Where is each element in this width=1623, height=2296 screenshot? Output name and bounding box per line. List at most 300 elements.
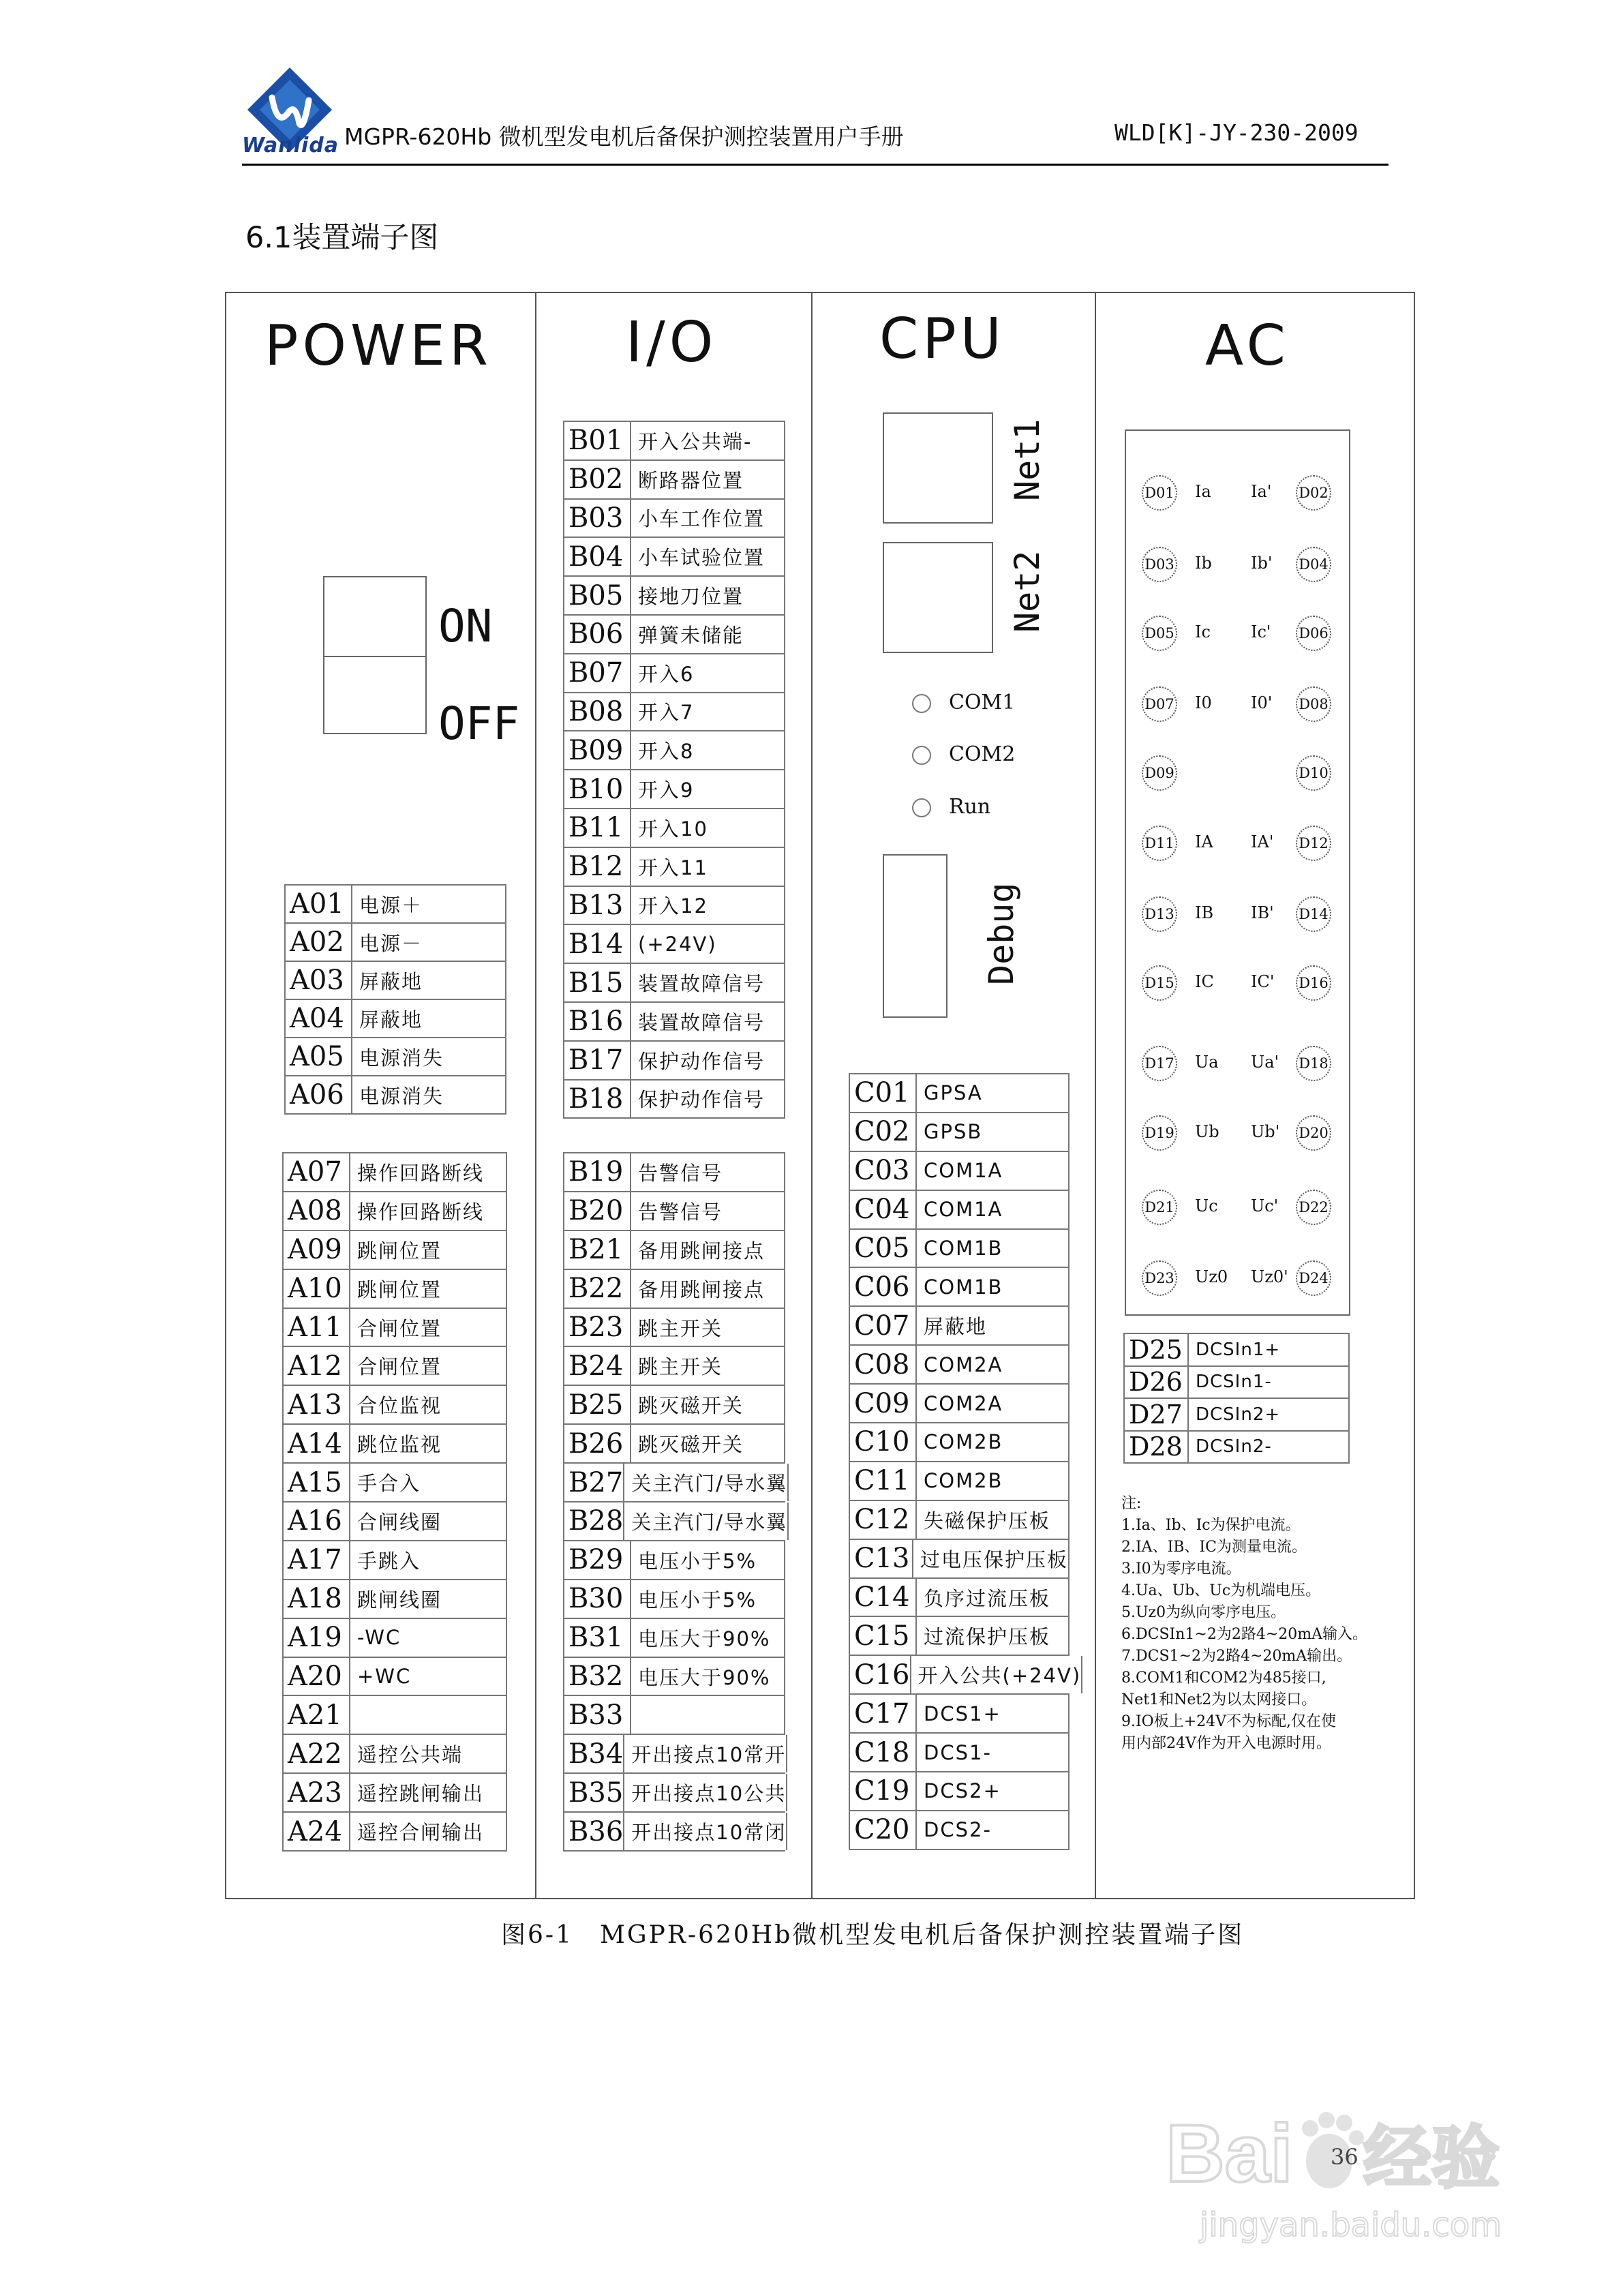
terminal-label: -WC [350,1619,507,1657]
terminal-row [564,1502,788,1541]
note-line: 7.DCS1~2为2路4~20mA输出。 [1121,1648,1352,1665]
terminal-row [850,1268,1070,1307]
power-terminal-block-2 [282,1152,507,1852]
ac-terminal[interactable]: D20 [1296,1115,1331,1151]
terminal-label: 遥控跳闸输出 [350,1774,507,1811]
terminal-row [564,1081,785,1119]
terminal-code: B29 [564,1541,631,1579]
terminal-row [850,1152,1070,1191]
ac-terminal[interactable]: D05 [1142,616,1177,651]
terminal-row [284,1386,507,1425]
terminal-label: 跳闸线圈 [350,1580,507,1618]
terminal-label: 保护动作信号 [631,1081,785,1118]
terminal-label: +WC [350,1658,507,1695]
terminal-label: 电源消失 [352,1076,506,1113]
note-line: Net1和Net2为以太网接口。 [1121,1691,1317,1708]
terminal-code: B32 [564,1658,631,1695]
terminal-code: C02 [850,1113,917,1151]
ac-terminal[interactable]: D18 [1296,1046,1331,1081]
io-terminal-block-1 [563,421,785,1119]
terminal-row [1125,1334,1350,1367]
terminal-label: 电压大于90% [631,1619,785,1657]
ac-signal-label: Ic' [1251,622,1271,642]
terminal-row [850,1113,1070,1152]
terminal-label: 开入8 [631,731,785,769]
terminal-row [850,1385,1070,1423]
terminal-row [564,654,785,693]
terminal-label: 屏蔽地 [352,1000,506,1037]
terminal-code: B06 [564,616,631,653]
terminal-code: B15 [564,964,631,1001]
terminal-row [284,1580,507,1619]
terminal-code: B05 [564,577,631,614]
terminal-code: B01 [564,422,631,459]
ac-terminal[interactable]: D15 [1142,965,1177,1001]
terminal-code: B10 [564,770,631,808]
page-number: 36 [1331,2144,1359,2170]
note-line: 3.I0为零序电流。 [1121,1560,1241,1577]
cpu-terminal-block [849,1073,1082,1850]
terminal-code: C04 [850,1191,917,1228]
ac-signal-label: IA' [1251,832,1274,852]
ac-terminal[interactable]: D06 [1296,616,1331,651]
ac-terminal[interactable]: D17 [1142,1046,1177,1081]
terminal-row [564,1153,785,1192]
terminal-label: 小车试验位置 [631,538,785,575]
terminal-label: 电压小于5% [631,1580,785,1618]
terminal-row [564,887,785,926]
ac-signal-label: I0' [1251,693,1273,712]
terminal-code: C09 [850,1385,917,1422]
terminal-code: B20 [564,1192,631,1230]
terminal-row [564,1192,785,1231]
terminal-code: C20 [850,1811,917,1849]
terminal-code: A18 [284,1580,350,1618]
terminal-code: A22 [284,1735,350,1772]
terminal-row [284,1813,507,1852]
terminal-code: A16 [284,1502,350,1540]
terminal-row [284,1774,507,1813]
terminal-code: B35 [564,1774,624,1811]
ac-terminal[interactable]: D24 [1296,1260,1331,1296]
terminal-code: A15 [284,1464,350,1501]
ac-signal-label: Ub [1195,1121,1219,1141]
run-led-icon [912,798,931,817]
ac-terminal[interactable]: D02 [1296,475,1331,511]
terminal-row [850,1656,1082,1695]
terminal-code: C12 [850,1501,917,1539]
terminal-code: B19 [564,1153,631,1191]
terminal-code: C10 [850,1423,917,1461]
terminal-row [564,461,785,500]
terminal-code: B09 [564,731,631,769]
ac-terminal[interactable]: D14 [1296,896,1331,932]
terminal-code: A17 [284,1541,350,1579]
notes-list [1121,1515,1408,1755]
column-divider [811,292,813,1899]
terminal-label: 跳主开关 [631,1347,785,1385]
terminal-label: 开出接点10常闭 [624,1813,787,1850]
note-line: 1.Ia、Ib、Ic为保护电流。 [1121,1517,1301,1534]
terminal-code: B23 [564,1309,631,1346]
terminal-row [564,1270,785,1309]
ac-terminal[interactable]: D07 [1142,686,1177,722]
terminal-code: A05 [286,1038,352,1075]
terminal-row [850,1579,1070,1618]
terminal-row [564,809,785,848]
terminal-label: 备用跳闸接点 [631,1231,785,1269]
io-panel-title: I/O [626,310,718,375]
terminal-code: C11 [850,1462,917,1500]
notes-title: 注: [1121,1495,1142,1512]
terminal-label: DCSIn1- [1189,1367,1350,1398]
terminal-label [631,1696,785,1734]
terminal-label: 关主汽门/导水翼 [624,1464,789,1501]
ac-signal-label: IC' [1251,972,1275,992]
terminal-label: 开入公共(+24V) [911,1656,1083,1693]
terminal-code: A07 [284,1153,350,1191]
terminal-label: 合位监视 [350,1386,507,1423]
terminal-label: 电源消失 [352,1038,506,1075]
terminal-row [564,848,785,887]
terminal-code: C15 [850,1617,917,1655]
terminal-label: 保护动作信号 [631,1042,785,1079]
ac-terminal[interactable]: D21 [1142,1190,1177,1225]
ac-signal-label: Ib' [1251,554,1273,573]
terminal-row [850,1074,1070,1113]
terminal-code: C17 [850,1695,917,1732]
terminal-row [284,1735,507,1774]
terminal-label: 操作回路断线 [350,1192,507,1230]
com1-led-icon [912,694,931,713]
terminal-label: 跳闸位置 [350,1231,507,1269]
terminal-code: A20 [284,1658,350,1695]
terminal-label: 开入6 [631,654,785,692]
terminal-row [286,1000,506,1038]
terminal-code: B18 [564,1081,631,1118]
note-line: 6.DCSIn1~2为2路4~20mA输入。 [1121,1626,1367,1643]
terminal-row [284,1464,507,1502]
terminal-label: 开入7 [631,693,785,731]
ac-terminal[interactable]: D13 [1142,896,1177,932]
terminal-row [564,1231,785,1270]
terminal-row [850,1462,1070,1501]
terminal-label: 过电压保护压板 [913,1540,1070,1577]
terminal-label: 手合入 [350,1464,507,1501]
net2-label: Net2 [1007,550,1047,633]
terminal-code: C16 [850,1656,911,1693]
ac-signal-label: Ua [1195,1053,1219,1072]
run-led-label: Run [949,795,991,819]
terminal-row [850,1617,1070,1656]
ac-panel-title: AC [1205,314,1290,378]
terminal-code: B07 [564,654,631,692]
document-title: MGPR-620Hb 微机型发电机后备保护测控装置用户手册 [344,123,904,150]
terminal-code: B28 [564,1502,624,1540]
terminal-label: COM2A [917,1346,1070,1383]
ac-terminal[interactable]: D11 [1142,826,1177,861]
com1-led-label: COM1 [949,691,1016,714]
terminal-label: (+24V) [631,925,785,963]
terminal-code: C03 [850,1152,917,1190]
terminal-label: 开入10 [631,809,785,847]
terminal-label: 操作回路断线 [350,1153,507,1191]
terminal-code: D26 [1125,1367,1189,1398]
terminal-code: C01 [850,1074,917,1112]
terminal-code: B12 [564,848,631,886]
terminal-label: 电源－ [352,924,506,961]
terminal-row [286,1076,506,1115]
terminal-row [564,1580,785,1619]
terminal-code: A19 [284,1619,350,1657]
terminal-code: B22 [564,1270,631,1308]
terminal-label: DCS2- [917,1811,1070,1849]
ac-terminal[interactable]: D22 [1296,1190,1331,1225]
terminal-row [1125,1367,1350,1400]
terminal-row [850,1695,1070,1734]
terminal-code: B21 [564,1231,631,1269]
terminal-label: 关主汽门/导水翼 [624,1502,789,1540]
terminal-row [1125,1399,1350,1432]
terminal-code: B03 [564,500,631,537]
column-divider [1095,292,1096,1899]
power-terminal-block-1 [284,884,506,1115]
terminal-label: COM1B [917,1230,1070,1267]
terminal-row [850,1540,1070,1579]
ac-signal-label: Uz0 [1195,1267,1228,1286]
terminal-label: GPSB [917,1113,1070,1151]
terminal-code: B25 [564,1386,631,1423]
terminal-code: C05 [850,1230,917,1267]
debug-port[interactable] [883,854,947,1018]
terminal-code: B36 [564,1813,624,1850]
terminal-label: 电源＋ [352,886,506,922]
terminal-row [564,538,785,577]
column-divider [535,292,536,1899]
terminal-code: B34 [564,1735,624,1772]
terminal-row [284,1270,507,1309]
logo-text: Wanlida [242,134,339,157]
terminal-label: 小车工作位置 [631,500,785,537]
terminal-label: 断路器位置 [631,461,785,498]
terminal-row [564,1696,785,1735]
debug-label: Debug [982,882,1021,985]
terminal-code: A14 [284,1425,350,1462]
terminal-label: 跳灭磁开关 [631,1425,785,1462]
ac-terminal[interactable]: D19 [1142,1115,1177,1151]
terminal-row [564,1425,785,1464]
terminal-label: 电压大于90% [631,1658,785,1695]
terminal-row [564,964,785,1003]
terminal-code: A03 [286,962,352,999]
terminal-label: COM1B [917,1268,1070,1305]
terminal-label: 合闸线圈 [350,1502,507,1540]
ac-signal-label: Uz0' [1251,1267,1288,1286]
terminal-label: DCSIn2- [1189,1432,1350,1463]
terminal-label: 合闸位置 [350,1347,507,1385]
ac-terminal[interactable]: D03 [1142,547,1177,582]
watermark-brand: Bai [1166,2108,1293,2199]
terminal-code: B33 [564,1696,631,1734]
io-terminal-block-2 [563,1152,788,1852]
terminal-label: 跳灭磁开关 [631,1386,785,1423]
ac-signal-label: Ia' [1251,481,1272,501]
terminal-code: B26 [564,1425,631,1462]
ac-terminal[interactable]: D23 [1142,1260,1177,1296]
terminal-row [564,1541,785,1580]
terminal-row [284,1153,507,1192]
terminal-label: COM1A [917,1152,1070,1190]
terminal-row [564,1658,785,1697]
ac-terminal[interactable]: D16 [1296,965,1331,1001]
terminal-label: 装置故障信号 [631,964,785,1001]
baidu-jingyan-watermark-icon [1159,2093,1541,2256]
terminal-code: C06 [850,1268,917,1305]
watermark-sub: 经验 [1363,2118,1500,2198]
ac-signal-label: I0 [1195,693,1212,712]
terminal-label: 负序过流压板 [917,1579,1070,1616]
terminal-row [850,1423,1070,1462]
terminal-label: 开入11 [631,848,785,886]
terminal-code: A24 [284,1813,350,1850]
terminal-row [1125,1432,1350,1464]
terminal-row [284,1658,507,1697]
terminal-row [850,1230,1070,1269]
terminal-code: B24 [564,1347,631,1385]
terminal-code: A08 [284,1192,350,1230]
terminal-code: D27 [1125,1399,1189,1430]
terminal-code: C19 [850,1772,917,1810]
ac-signal-label: Ic [1195,622,1211,642]
terminal-row [284,1425,507,1464]
terminal-label: 过流保护压板 [917,1617,1070,1655]
ac-terminal[interactable]: D08 [1296,686,1331,722]
terminal-label: 手跳入 [350,1541,507,1579]
terminal-row [564,1464,788,1502]
terminal-row [564,770,785,809]
terminal-code: C18 [850,1734,917,1771]
terminal-label: 跳主开关 [631,1309,785,1346]
ac-signal-label: IB [1195,903,1214,922]
terminal-code: B16 [564,1003,631,1040]
ac-terminal[interactable]: D12 [1296,826,1331,861]
section-title: 6.1装置端子图 [245,221,439,255]
terminal-code: B11 [564,809,631,847]
switch-divider [323,656,427,657]
terminal-row [564,731,785,770]
terminal-label: 合闸位置 [350,1309,507,1346]
terminal-row [564,500,785,539]
terminal-label: 装置故障信号 [631,1003,785,1040]
note-line: 5.Uz0为纵向零序电压。 [1121,1604,1286,1621]
terminal-label: 屏蔽地 [917,1307,1070,1344]
ac-signal-label: Ib [1195,554,1212,573]
terminal-label: 开入公共端- [631,422,785,459]
terminal-label: 跳闸位置 [350,1270,507,1308]
terminal-label: COM2A [917,1385,1070,1422]
power-switch[interactable] [323,576,427,734]
terminal-label: 遥控公共端 [350,1735,507,1772]
ac-terminal[interactable]: D10 [1296,755,1331,791]
ac-terminal[interactable]: D09 [1142,755,1177,791]
terminal-row [284,1347,507,1386]
terminal-row [284,1231,507,1270]
terminal-row [564,1003,785,1042]
ac-signal-label: IB' [1251,903,1274,922]
terminal-code: A11 [284,1309,350,1346]
terminal-label: 开入9 [631,770,785,808]
ac-terminal[interactable]: D01 [1142,475,1177,511]
terminal-code: C14 [850,1579,917,1616]
terminal-label: 屏蔽地 [352,962,506,999]
terminal-row [564,925,785,964]
switch-off-label: OFF [438,697,520,750]
note-line: 9.IO板上+24V不为标配,仅在使 [1121,1713,1337,1730]
terminal-label: 失磁保护压板 [917,1501,1070,1539]
terminal-row [564,1309,785,1348]
terminal-row [284,1541,507,1580]
terminal-row [284,1192,507,1231]
terminal-label: COM2B [917,1462,1070,1500]
terminal-label: DCS1+ [917,1695,1070,1732]
ac-signal-label: Ia [1195,481,1211,501]
terminal-row [850,1307,1070,1346]
terminal-code: C07 [850,1307,917,1344]
terminal-code: B14 [564,925,631,963]
ac-terminal[interactable]: D04 [1296,547,1331,582]
terminal-row [564,616,785,654]
terminal-code: A06 [286,1076,352,1113]
terminal-label [350,1696,507,1734]
terminal-row [564,693,785,732]
terminal-code: A04 [286,1000,352,1037]
terminal-row [564,1813,785,1852]
terminal-row [564,1347,785,1386]
net1-port[interactable] [883,412,993,524]
dcs-terminal-block [1123,1333,1350,1464]
terminal-row [564,1735,785,1774]
terminal-label: 跳位监视 [350,1425,507,1462]
terminal-row [564,1386,785,1425]
terminal-label: DCSIn1+ [1189,1334,1350,1365]
terminal-code: A21 [284,1696,350,1734]
net2-port[interactable] [883,542,993,653]
ac-terminal-pairs [1125,429,1350,1316]
terminal-row [284,1619,507,1658]
terminal-code: B17 [564,1042,631,1079]
terminal-code: B02 [564,461,631,498]
terminal-code: B31 [564,1619,631,1657]
terminal-code: B30 [564,1580,631,1618]
terminal-code: A13 [284,1386,350,1423]
terminal-row [850,1772,1070,1811]
terminal-label: COM1A [917,1191,1070,1228]
com2-led-label: COM2 [949,742,1016,766]
terminal-label: 开入12 [631,887,785,924]
terminal-code: C08 [850,1346,917,1383]
note-line: 4.Ua、Ub、Uc为机端电压。 [1121,1582,1321,1599]
net1-label: Net1 [1007,419,1047,501]
terminal-row [286,886,506,924]
terminal-label: 告警信号 [631,1153,785,1191]
switch-on-label: ON [438,600,493,652]
terminal-row [564,1619,785,1658]
ac-signal-label: Ua' [1251,1053,1279,1072]
ac-signal-label: IC [1195,972,1214,992]
ac-signal-label: Uc [1195,1196,1218,1216]
terminal-label: COM2B [917,1423,1070,1461]
terminal-label: 电压小于5% [631,1541,785,1579]
